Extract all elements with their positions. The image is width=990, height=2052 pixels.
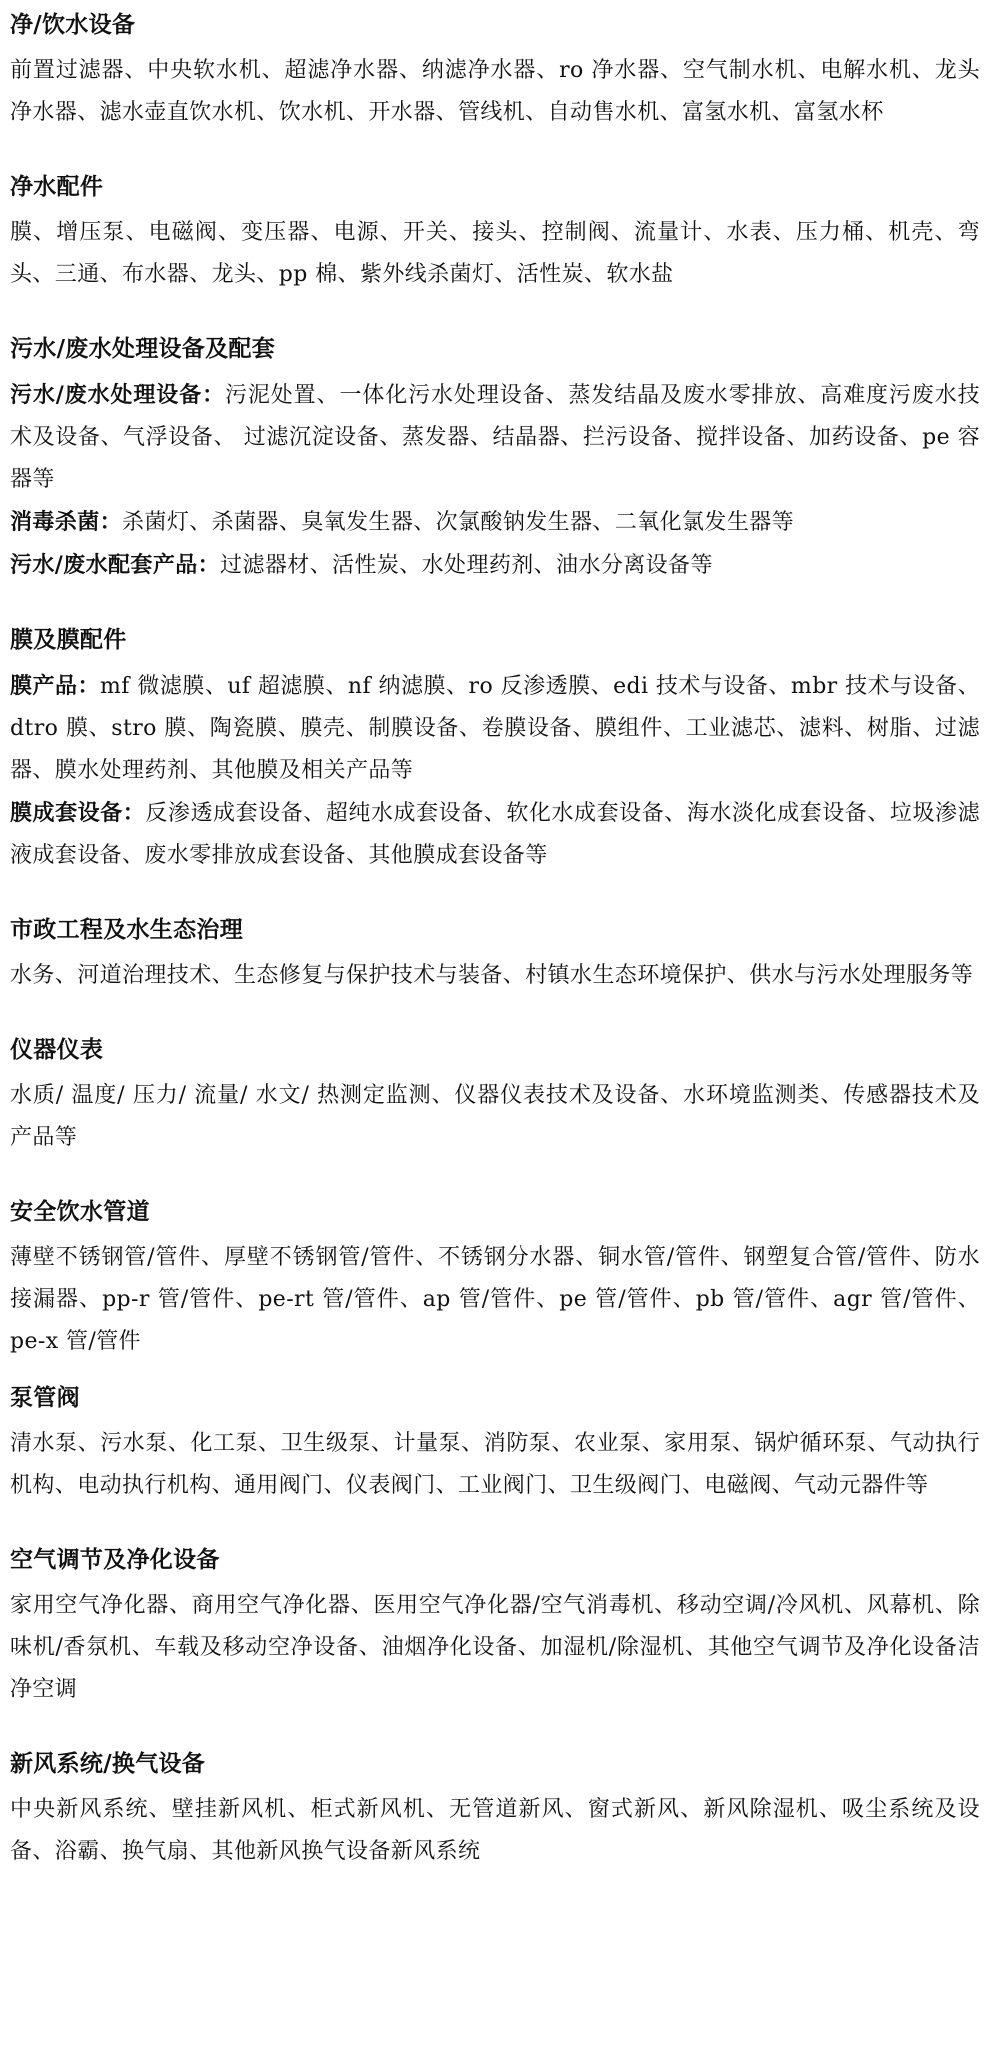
- section-wastewater-treatment: [10, 334, 980, 587]
- section-fresh-air-systems: [10, 1749, 980, 1873]
- paragraph-label: 污水/废水处理设备：: [10, 382, 225, 408]
- section-paragraph: [10, 1423, 980, 1507]
- paragraph-text: 水务、河道治理技术、生态修复与保护技术与装备、村镇水生态环境保护、供水与污水处理服务等: [10, 963, 974, 988]
- paragraph-text: 清水泵、污水泵、化工泵、卫生级泵、计量泵、消防泵、农业泵、家用泵、锅炉循环泵、气动执行机构、电动执行机构、通用阀门、仪表阀门、工业阀门、卫生级阀门、电磁阀、气动元器件等: [10, 1431, 980, 1498]
- section-heading: 市政工程及水生态治理: [10, 916, 243, 943]
- section-paragraph: [10, 544, 980, 587]
- section-municipal-engineering: [10, 915, 980, 997]
- paragraph-text: 中央新风系统、壁挂新风机、柜式新风机、无管道新风、窗式新风、新风除湿机、吸尘系统及设备、浴霸、换气扇、其他新风换气设备新风系统: [10, 1797, 980, 1864]
- section-paragraph: [10, 501, 980, 544]
- section-drinking-water-equipment: [10, 10, 980, 134]
- section-paragraph: [10, 1789, 980, 1873]
- section-paragraph: [10, 792, 980, 877]
- section-paragraph: [10, 1075, 980, 1159]
- paragraph-label: 膜产品：: [10, 673, 101, 699]
- section-paragraph: [10, 50, 980, 134]
- section-heading: 仪器仪表: [10, 1036, 104, 1063]
- section-heading: 空气调节及净化设备: [10, 1546, 220, 1573]
- section-membranes: [10, 625, 980, 877]
- section-heading: 新风系统/换气设备: [10, 1750, 206, 1777]
- paragraph-text: 膜、增压泵、电磁阀、变压器、电源、开关、接头、控制阀、流量计、水表、压力桶、机壳、弯头、三通、布水器、龙头、pp 棉、紫外线杀菌灯、活性炭、软水盐: [10, 220, 980, 287]
- section-purifier-parts: [10, 172, 980, 296]
- paragraph-text: 水质/ 温度/ 压力/ 流量/ 水文/ 热测定监测、仪器仪表技术及设备、水环境监测类、传感器技术及产品等: [10, 1083, 980, 1150]
- section-paragraph: [10, 955, 980, 997]
- section-paragraph: [10, 1585, 980, 1711]
- section-paragraph: [10, 1237, 980, 1363]
- paragraph-text: mf 微滤膜、uf 超滤膜、nf 纳滤膜、ro 反渗透膜、edi 技术与设备、mbr 技术与设备、dtro 膜、stro 膜、陶瓷膜、膜壳、制膜设备、卷膜设备、膜组件、工业滤芯、滤料、树脂、过滤器、膜水处理药剂、其他膜及相关产品等: [10, 674, 980, 783]
- section-heading: 污水/废水处理设备及配套: [10, 335, 276, 362]
- paragraph-label: 污水/废水配套产品：: [10, 552, 221, 578]
- section-heading: 净水配件: [10, 173, 104, 200]
- paragraph-text: 前置过滤器、中央软水机、超滤净水器、纳滤净水器、ro 净水器、空气制水机、电解水机、龙头净水器、滤水壶直饮水机、饮水机、开水器、管线机、自动售水机、富氢水机、富氢水杯: [10, 58, 980, 125]
- section-pumps-valves: [10, 1383, 980, 1507]
- section-paragraph: [10, 374, 980, 501]
- paragraph-text: 污泥处置、一体化污水处理设备、蒸发结晶及废水零排放、高难度污废水技术及设备、气浮设备、 过滤沉淀设备、蒸发器、结晶器、拦污设备、搅拌设备、加药设备、pe 容器等: [10, 383, 980, 492]
- section-drinking-pipes: [10, 1197, 980, 1363]
- paragraph-text: 薄壁不锈钢管/管件、厚壁不锈钢管/管件、不锈钢分水器、铜水管/管件、钢塑复合管/管件、防水接漏器、pp-r 管/管件、pe-rt 管/管件、ap 管/管件、pe 管/管件、pb 管/管件、agr 管/管件、pe-x 管/管件: [10, 1245, 980, 1354]
- paragraph-text: 过滤器材、活性炭、水处理药剂、油水分离设备等: [220, 553, 713, 578]
- section-heading: 净/饮水设备: [10, 11, 136, 38]
- section-paragraph: [10, 665, 980, 792]
- section-paragraph: [10, 212, 980, 296]
- paragraph-text: 反渗透成套设备、超纯水成套设备、软化水成套设备、海水淡化成套设备、垃圾渗滤液成套设备、废水零排放成套设备、其他膜成套设备等: [10, 801, 980, 868]
- section-instruments: [10, 1035, 980, 1159]
- section-heading: 安全饮水管道: [10, 1198, 150, 1225]
- section-air-purification: [10, 1545, 980, 1711]
- section-heading: 泵管阀: [10, 1384, 80, 1411]
- paragraph-text: 家用空气净化器、商用空气净化器、医用空气净化器/空气消毒机、移动空调/冷风机、风幕机、除味机/香氛机、车载及移动空净设备、油烟净化设备、加湿机/除湿机、其他空气调节及净化设备洁净空调: [10, 1593, 980, 1702]
- paragraph-label: 消毒杀菌：: [10, 509, 123, 535]
- paragraph-text: 杀菌灯、杀菌器、臭氧发生器、次氯酸钠发生器、二氧化氯发生器等: [122, 510, 795, 535]
- section-heading: 膜及膜配件: [10, 626, 127, 653]
- paragraph-label: 膜成套设备：: [10, 800, 146, 826]
